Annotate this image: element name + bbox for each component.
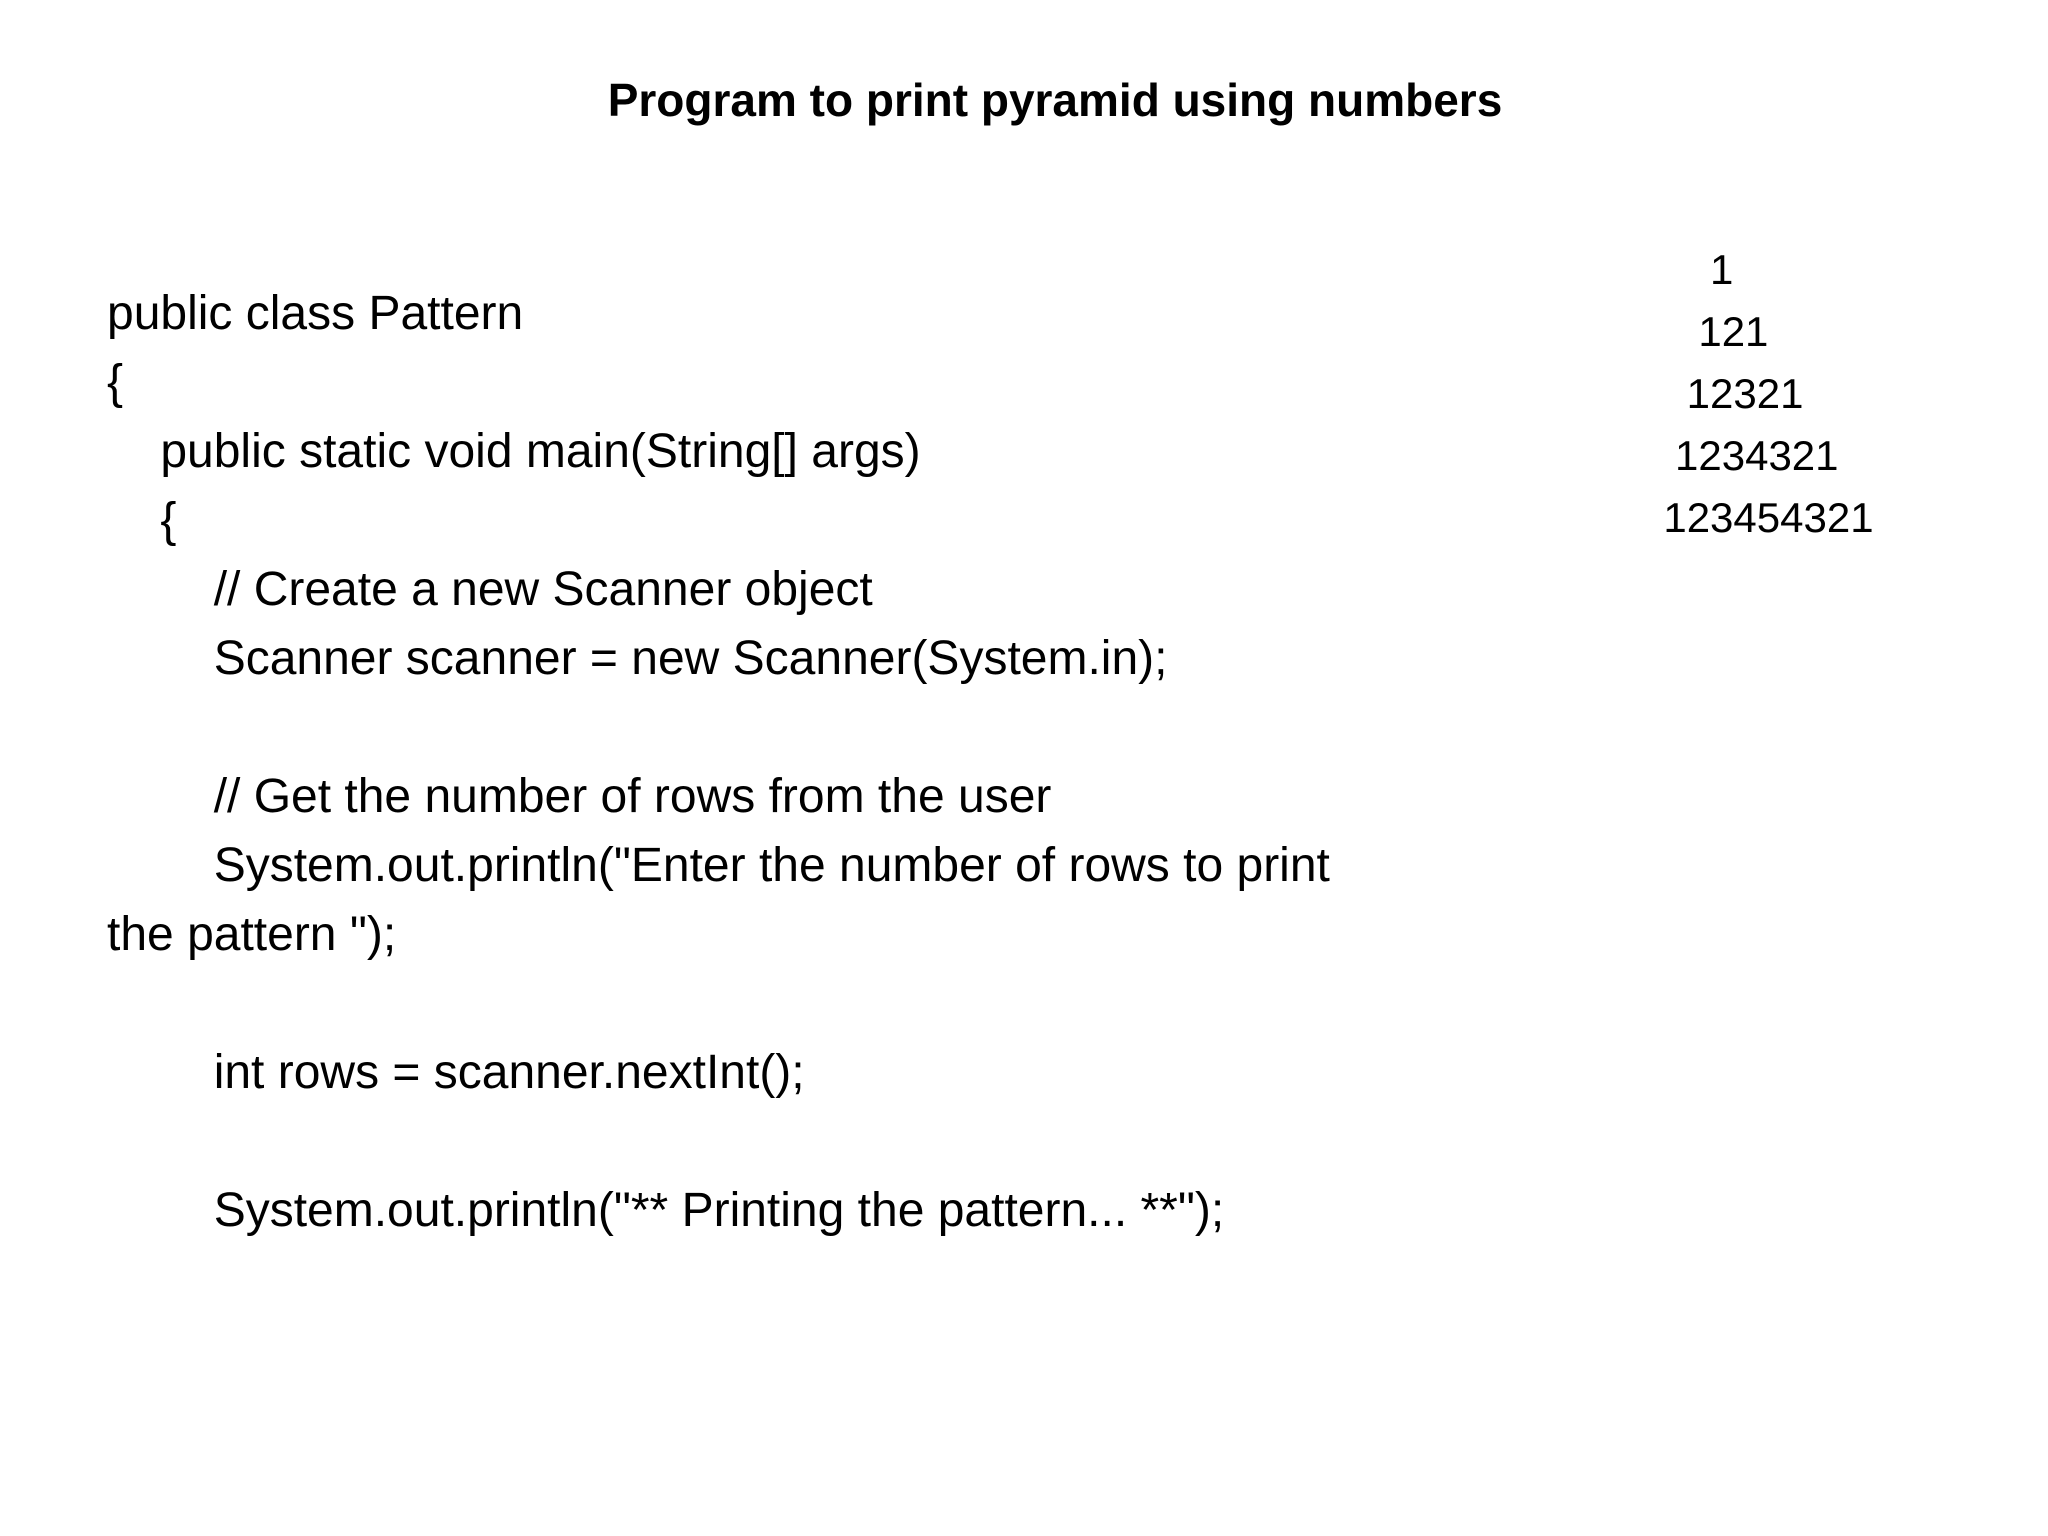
- code-line: [107, 969, 1507, 1038]
- code-line: System.out.println("Enter the number of rows to print: [107, 839, 1330, 892]
- code-line: the pattern ");: [107, 908, 397, 961]
- pyramid-row: 1: [1640, 246, 1734, 293]
- pyramid-row: 1234321: [1640, 432, 1839, 479]
- code-line: Scanner scanner = new Scanner(System.in);: [107, 632, 1168, 685]
- pyramid-output: [1640, 239, 1980, 549]
- code-line: [107, 693, 1507, 762]
- code-line: int rows = scanner.nextInt();: [107, 1046, 805, 1099]
- pyramid-row: 12321: [1640, 370, 1804, 417]
- pyramid-row: 121: [1640, 308, 1769, 355]
- code-line: public class Pattern: [107, 287, 524, 340]
- code-line: // Create a new Scanner object: [107, 563, 873, 616]
- code-line: System.out.println("** Printing the pattern... **");: [107, 1184, 1225, 1237]
- code-line: {: [107, 356, 124, 409]
- slide-title: Program to print pyramid using numbers: [607, 74, 1503, 126]
- code-line: // Get the number of rows from the user: [107, 770, 1052, 823]
- code-line: [107, 1107, 1507, 1176]
- code-line: {: [107, 494, 177, 547]
- pyramid-row: 123454321: [1640, 494, 1874, 541]
- code-line: public static void main(String[] args): [107, 425, 921, 478]
- code-block: [107, 279, 1507, 1245]
